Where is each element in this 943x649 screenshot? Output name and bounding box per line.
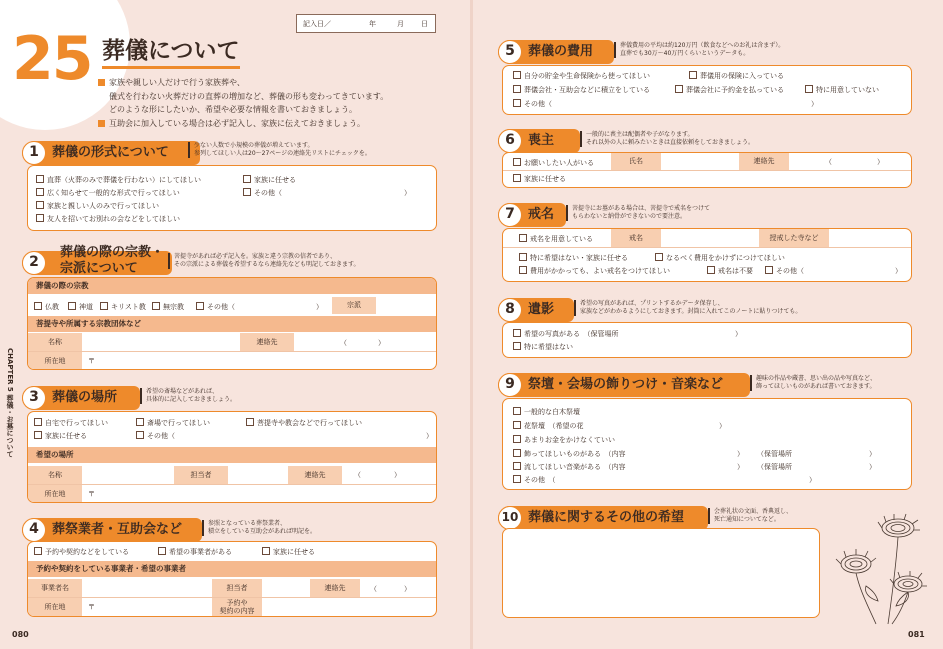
contract-label: 予約や 契約の内容 <box>212 598 262 616</box>
section-9-title: 祭壇・会場の飾りつけ・音楽など <box>528 377 724 392</box>
altar-low-cost[interactable]: あまりお金をかけなくていい <box>513 435 615 445</box>
altar-other[interactable]: その他 （ <box>513 475 556 485</box>
paren-close: ） <box>737 450 744 458</box>
place-address-label: 所在地 <box>28 485 82 503</box>
chief-contact-label: 連絡先 <box>739 153 789 170</box>
temple-contact-label: 連絡先 <box>240 333 294 351</box>
section-2-title: 葬儀の際の宗教・ 宗派について <box>60 245 165 276</box>
section-8-note: 希望の写真があれば、プリントするかデータ保存し、 家族などがわかるようにしておきます。封筒に入れてこのノートに貼りつけても。 <box>574 300 801 316</box>
section-5-title: 葬儀の費用 <box>528 44 594 59</box>
section-8-box <box>502 322 912 358</box>
option-general-funeral[interactable]: 広く知らせて一般的な形式で行ってほしい <box>36 188 180 198</box>
section-7-number: 7 <box>498 203 522 227</box>
provider-name-label: 事業者名 <box>28 579 82 597</box>
date-field[interactable] <box>296 14 436 33</box>
cost-other[interactable]: その他（ <box>513 99 552 109</box>
section-4-header <box>22 518 202 542</box>
section-7-title: 戒名 <box>528 207 555 222</box>
section-1-title: 葬儀の形式について <box>52 145 169 160</box>
chrysanthemum-illustration <box>828 506 940 626</box>
chief-name-label: 氏名 <box>611 153 661 170</box>
paren-close: ） <box>869 450 876 458</box>
bullet-icon <box>98 120 105 127</box>
place-contact-label: 連絡先 <box>288 466 342 484</box>
religion-buddhism[interactable]: 仏教 <box>34 302 59 312</box>
paren-open: （ <box>340 339 347 347</box>
paren-close: ） <box>719 422 726 430</box>
section-3-number: 3 <box>22 386 46 410</box>
kaimyo-prepared[interactable]: 戒名を用意している <box>519 234 593 244</box>
section-10-title: 葬儀に関するその他の希望 <box>528 510 685 525</box>
provider-person-label: 担当者 <box>212 579 262 597</box>
place-name-label: 名称 <box>28 466 82 484</box>
section-4-note: 参照となっている葬祭業者、 積立をしている互助会があれば明記を。 <box>202 520 316 536</box>
paren-close: ） <box>404 189 411 197</box>
kaimyo-good-name[interactable]: 費用がかかっても、よい戒名をつけてほしい <box>519 266 670 276</box>
kaimyo-unneeded[interactable]: 戒名は不要 <box>707 266 753 276</box>
option-direct-cremation[interactable]: 直葬（火葬のみで葬儀を行わない）にしてほしい <box>36 175 201 185</box>
other-wishes-field[interactable] <box>502 528 820 618</box>
section-9-box <box>502 398 912 490</box>
postal-mark: 〒 <box>88 357 95 365</box>
place-temple[interactable]: 菩提寺や教会などで行ってほしい <box>246 418 362 428</box>
section-1-header <box>22 141 200 165</box>
option-farewell-party[interactable]: 友人を招いてお別れの会などをしてほしい <box>36 214 180 224</box>
paren-close: ） <box>877 158 884 166</box>
date-label: 記入日／ <box>303 20 331 28</box>
postal-mark: 〒 <box>88 490 95 498</box>
paren-close: ） <box>735 330 742 338</box>
provider-contact-label: 連絡先 <box>310 579 360 597</box>
page-title: 葬儀について <box>102 36 240 69</box>
section-6-header <box>498 129 580 153</box>
chief-mourner-request[interactable]: お願いしたい人がいる <box>513 158 594 168</box>
section-2-note: 菩提寺があれば必ず記入を。家族と違う宗教の信者であり、 その宗派による葬儀を希望するなら連絡先なども明記しておきます。 <box>168 253 360 269</box>
kaimyo-no-preference[interactable]: 特に希望はない・家族に任せる <box>519 253 628 263</box>
section-1-number: 1 <box>22 141 46 165</box>
intro-line: どのような形にしたいか、希望や必要な情報を書いておきましょう。 <box>109 105 357 114</box>
cost-none[interactable]: 特に用意していない <box>805 85 879 95</box>
page-spine <box>470 0 473 649</box>
religion-shinto[interactable]: 神道 <box>68 302 93 312</box>
temple-address-label: 所在地 <box>28 352 82 370</box>
section-4-box <box>27 541 437 617</box>
section-7-note: 菩提寺にお墓がある場合は、菩提寺で戒名をつけて もらわないと納骨ができないので要注意。 <box>566 205 710 221</box>
portrait-none[interactable]: 特に希望はない <box>513 342 573 352</box>
section-5-header <box>498 40 614 64</box>
divider <box>503 247 911 248</box>
section-1-box <box>27 165 437 231</box>
paren-close: ） <box>811 100 818 108</box>
place-band: 希望の場所 <box>28 447 436 463</box>
section-6-note: 一般的に喪主は配偶者や子がなります。 それ以外の人に頼みたいときは直接依頼をしておきましょう。 <box>580 131 754 147</box>
section-5-note: 葬儀費用の平均は約120万円（飲食などへのお礼は含まず）。 直葬でも30万〜40万円くらいというデータも。 <box>614 42 784 58</box>
cost-savings[interactable]: 自分の貯金や生命保険から使ってほしい <box>513 71 650 81</box>
paren-close: ） <box>895 267 902 275</box>
cost-insurance[interactable]: 葬儀用の保険に入っている <box>689 71 784 81</box>
paren-open: （ <box>354 471 361 479</box>
bullet-icon <box>98 79 105 86</box>
temple-band: 菩提寺や所属する宗教団体など <box>28 316 436 332</box>
portrait-exists[interactable]: 希望の写真がある （保管場所 <box>513 329 619 339</box>
paren-close: ） <box>869 463 876 471</box>
intro-line: 家族や親しい人だけで行う家族葬や、 <box>98 77 245 88</box>
section-3-box <box>27 411 437 503</box>
intro-line: 儀式を行わない火葬だけの直葬の増加など、葬儀の形も変わってきています。 <box>109 92 389 101</box>
paren-close: ） <box>809 476 816 484</box>
altar-flower[interactable]: 花祭壇 （希望の花 <box>513 421 584 431</box>
section-9-note: 趣味の作品や蔵書、思い出の品や写真など、 飾ってほしいものがあれば書いておきます。 <box>750 375 876 391</box>
place-family[interactable]: 家族に任せる <box>34 431 87 441</box>
provider-address-label: 所在地 <box>28 598 82 616</box>
date-year: 年 <box>369 20 376 28</box>
kaimyo-temple-label: 授戒した寺など <box>759 229 829 247</box>
paren-close: ） <box>394 471 401 479</box>
section-number: 25 <box>12 24 92 94</box>
temple-name-label: 名称 <box>28 333 82 351</box>
kaimyo-label: 戒名 <box>611 229 661 247</box>
altar-standard[interactable]: 一般的な白木祭壇 <box>513 407 580 417</box>
kaimyo-other[interactable]: その他（ <box>765 266 804 276</box>
date-month: 月 <box>397 20 404 28</box>
section-9-header <box>498 373 750 397</box>
paren-close: ） <box>426 432 433 440</box>
option-leave-to-family[interactable]: 家族に任せる <box>243 175 296 185</box>
section-1-note: 少ない人数で小規模の葬儀が増えています。 参列してほしい人は20〜27ページの連絡先リストにチェックを。 <box>188 142 371 158</box>
religion-band: 葬儀の際の宗教 <box>28 278 436 294</box>
paren-close: ） <box>316 303 323 311</box>
option-family-only[interactable]: 家族と親しい人のみで行ってほしい <box>36 201 159 211</box>
paren-close: ） <box>378 339 385 347</box>
section-2-box <box>27 277 437 370</box>
section-3-note: 希望の斎場などがあれば、 具体的に記入しておきましょう。 <box>140 388 236 404</box>
cost-deposit[interactable]: 葬儀会社に予約金を払っている <box>675 85 784 95</box>
place-home[interactable]: 自宅で行ってほしい <box>34 418 108 428</box>
place-other[interactable]: その他（ <box>136 431 175 441</box>
kaimyo-low-cost[interactable]: なるべく費用をかけずにつけてほしい <box>655 253 785 263</box>
paren-close: ） <box>737 463 744 471</box>
section-4-number: 4 <box>22 518 46 542</box>
section-2-number: 2 <box>22 251 46 275</box>
divider <box>28 484 436 485</box>
section-6-title: 喪主 <box>528 133 555 148</box>
storage-label: （保管場所 <box>757 463 792 471</box>
section-10-number: 10 <box>498 506 522 530</box>
place-person-label: 担当者 <box>174 466 228 484</box>
section-10-header <box>498 506 708 530</box>
provider-reserved[interactable]: 予約や契約などをしている <box>34 547 129 557</box>
religion-none[interactable]: 無宗教 <box>152 302 184 312</box>
chapter-tab: CHAPTER 5 葬儀・お墓について <box>6 348 14 458</box>
intro-line: 互助会に加入している場合は必ず記入し、家族に伝えておきましょう。 <box>98 118 365 129</box>
provider-band: 予約や契約をしている事業者・希望の事業者 <box>28 561 436 577</box>
paren-open: （ <box>370 585 377 593</box>
section-10-note: 会葬礼状の文面、香典返し、 死亡通知についてなど。 <box>708 508 792 524</box>
place-hall[interactable]: 斎場で行ってほしい <box>136 418 210 428</box>
section-4-title: 葬祭業者・互助会など <box>52 522 183 537</box>
postal-mark: 〒 <box>88 603 95 611</box>
section-9-number: 9 <box>498 373 522 397</box>
section-5-number: 5 <box>498 40 522 64</box>
divider <box>503 170 911 171</box>
religion-other[interactable]: その他（ <box>196 302 235 312</box>
sect-label: 宗派 <box>332 297 376 314</box>
divider <box>28 351 436 352</box>
section-7-header <box>498 203 566 227</box>
page-number-right: 081 <box>908 630 925 639</box>
section-8-number: 8 <box>498 298 522 322</box>
religion-christianity[interactable]: キリスト教 <box>100 302 146 312</box>
section-6-box <box>502 152 912 188</box>
chief-mourner-family[interactable]: 家族に任せる <box>513 174 566 184</box>
section-5-box <box>502 65 912 115</box>
page-number-left: 080 <box>12 630 29 639</box>
paren-close: ） <box>404 585 411 593</box>
storage-label: （保管場所 <box>757 450 792 458</box>
altar-music[interactable]: 流してほしい音楽がある （内容 <box>513 462 626 472</box>
section-3-header <box>22 386 140 410</box>
section-8-header <box>498 298 574 322</box>
section-7-box <box>502 228 912 282</box>
provider-family[interactable]: 家族に任せる <box>262 547 315 557</box>
section-8-title: 遺影 <box>528 302 555 317</box>
provider-preferred[interactable]: 希望の事業者がある <box>158 547 232 557</box>
date-day: 日 <box>421 20 428 28</box>
altar-display-items[interactable]: 飾ってほしいものがある （内容 <box>513 449 626 459</box>
section-6-number: 6 <box>498 129 522 153</box>
section-3-title: 葬儀の場所 <box>52 390 118 405</box>
paren-open: （ <box>825 158 832 166</box>
cost-installment[interactable]: 葬儀会社・互助会などに積立をしている <box>513 85 650 95</box>
option-other[interactable]: その他（ <box>243 188 282 198</box>
